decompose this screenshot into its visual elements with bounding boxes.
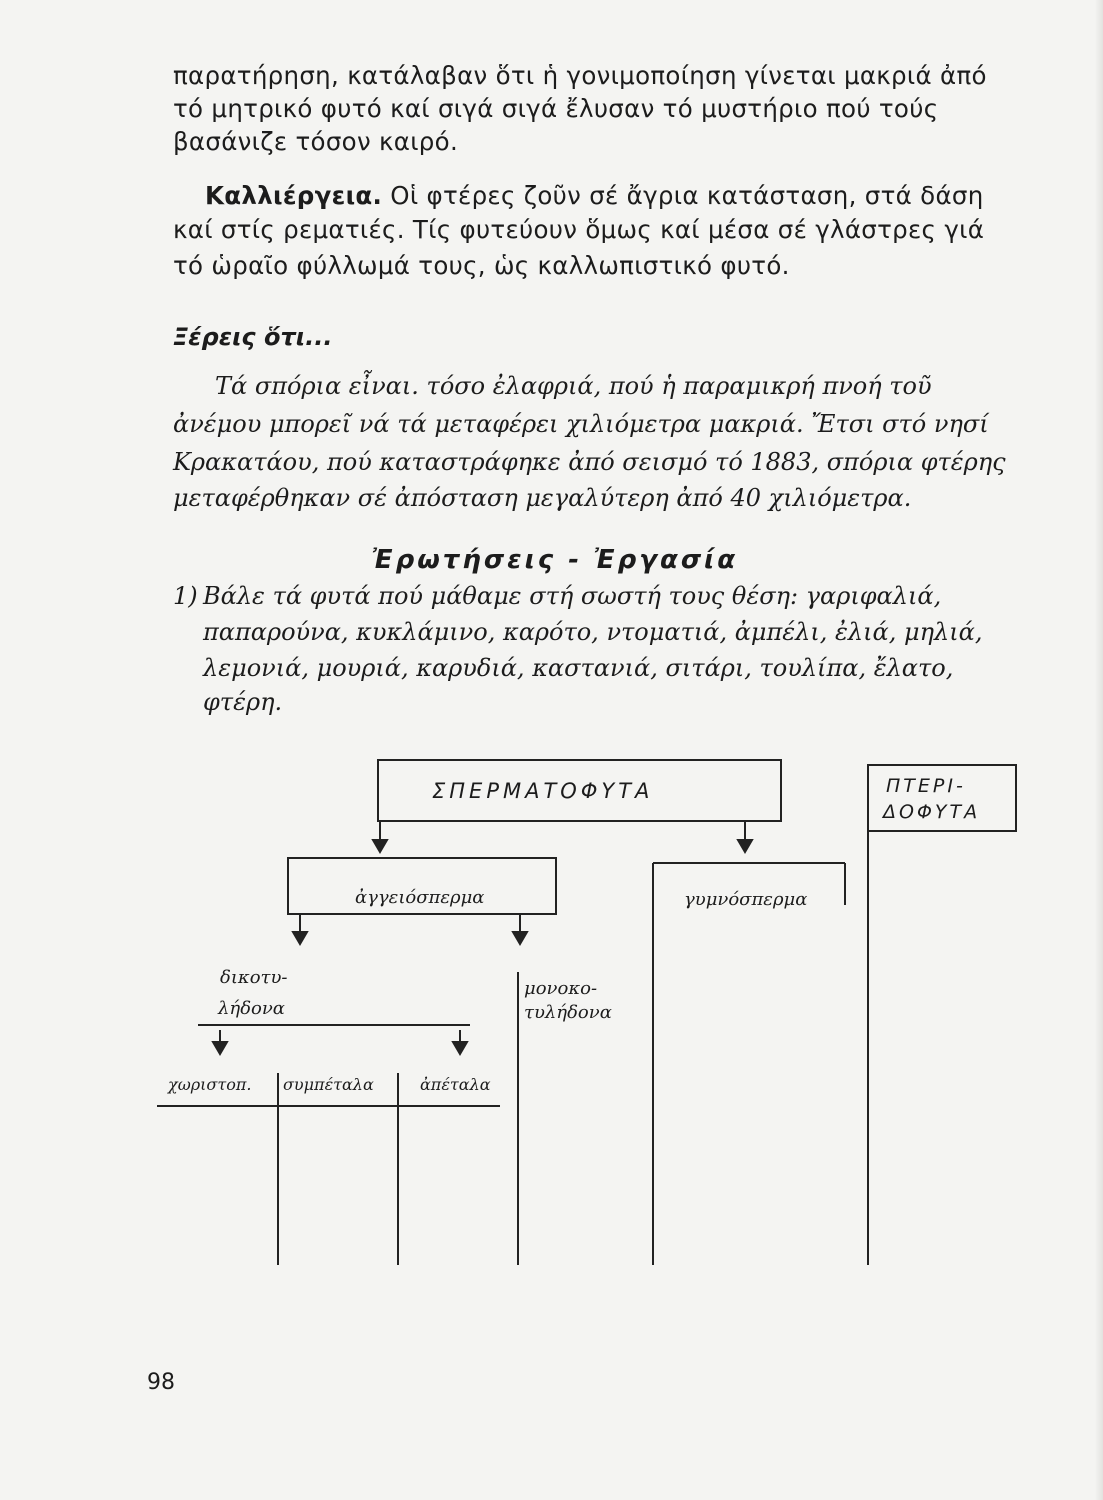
intro-line-2: τό μητρικό φυτό καί σιγά σιγά ἔλυσαν τό μυστήριο πού τούς xyxy=(173,94,939,123)
section-title: Ἐρωτήσεις - Ἐργασία xyxy=(372,545,739,575)
monocots-label-2: τυλήδονα xyxy=(524,1002,612,1023)
arrow-down-icon xyxy=(738,840,752,852)
fact-line-2: ἀνέμου μπορεῖ νά τά μεταφέρει χιλιόμετρα μακριά. Ἔτσι στό νησί xyxy=(173,410,989,438)
cultivation-line-1-text: Οἱ φτέρες ζοῦν σέ ἄγρια κατάσταση, στά δάση xyxy=(390,181,984,210)
monocots-label-1: μονοκο- xyxy=(524,978,598,999)
pteridophyta-label-1: ΠΤΕΡΙ- xyxy=(886,775,966,797)
question-line-3: λεμονιά, μουριά, καρυδιά, καστανιά, σιτάρι, τουλίπα, ἔλατο, xyxy=(203,654,954,682)
question-line-4: φτέρη. xyxy=(203,688,283,716)
arrow-down-icon xyxy=(453,1042,467,1054)
arrow-down-icon xyxy=(513,932,527,944)
cultivation-line-2: καί στίς ρεματιές. Τίς φυτεύουν ὅμως καί μέσα σέ γλάστρες γιά xyxy=(173,215,985,244)
column-label-1: χωριστοπ. xyxy=(168,1075,252,1094)
cultivation-line-3: τό ὡραῖο φύλλωμά τους, ὡς καλλωπιστικό φυτό. xyxy=(173,251,790,280)
did-you-know-heading: Ξέρεις ὅτι... xyxy=(173,323,333,351)
page-number: 98 xyxy=(147,1370,175,1395)
arrow-down-icon xyxy=(213,1042,227,1054)
fact-line-3: Κρακατάου, πού καταστράφηκε ἀπό σεισμό τό 1883, σπόρια φτέρης xyxy=(173,448,1006,476)
question-line-1: Βάλε τά φυτά πού μάθαμε στή σωστή τους θέση: γαριφαλιά, xyxy=(203,582,942,610)
intro-line-3: βασάνιζε τόσον καιρό. xyxy=(173,127,459,156)
column-label-2: συμπέταλα xyxy=(283,1075,374,1094)
angiosperms-label: ἀγγειόσπερμα xyxy=(355,887,485,908)
fact-line-1: Τά σπόρια εἶναι. τόσο ἐλαφριά, πού ἡ παραμικρή πνοή τοῦ xyxy=(215,372,932,400)
fact-line-4: μεταφέρθηκαν σέ ἀπόσταση μεγαλύτερη ἀπό 40 χιλιόμετρα. xyxy=(173,484,912,512)
arrow-down-icon xyxy=(373,840,387,852)
arrow-down-icon xyxy=(293,932,307,944)
dicots-label-1: δικοτυ- xyxy=(220,967,288,988)
question-line-2: παπαρούνα, κυκλάμινο, καρότο, ντοματιά, ἀμπέλι, ἐλιά, μηλιά, xyxy=(203,618,983,646)
pteridophyta-label-2: ΔΟΦΥΤΑ xyxy=(883,801,981,823)
spermatophyta-label: ΣΠΕΡΜΑΤΟΦΥΤΑ xyxy=(432,779,654,803)
intro-line-1: παρατήρηση, κατάλαβαν ὅτι ἡ γονιμοποίηση γίνεται μακριά ἀπό xyxy=(173,61,987,90)
cultivation-heading: Καλλιέργεια. xyxy=(205,181,383,210)
column-label-3: ἀπέταλα xyxy=(420,1075,491,1094)
gymnosperms-label: γυμνόσπερμα xyxy=(684,889,808,910)
question-number: 1) xyxy=(173,582,198,610)
dicots-label-2: λήδονα xyxy=(218,998,285,1019)
